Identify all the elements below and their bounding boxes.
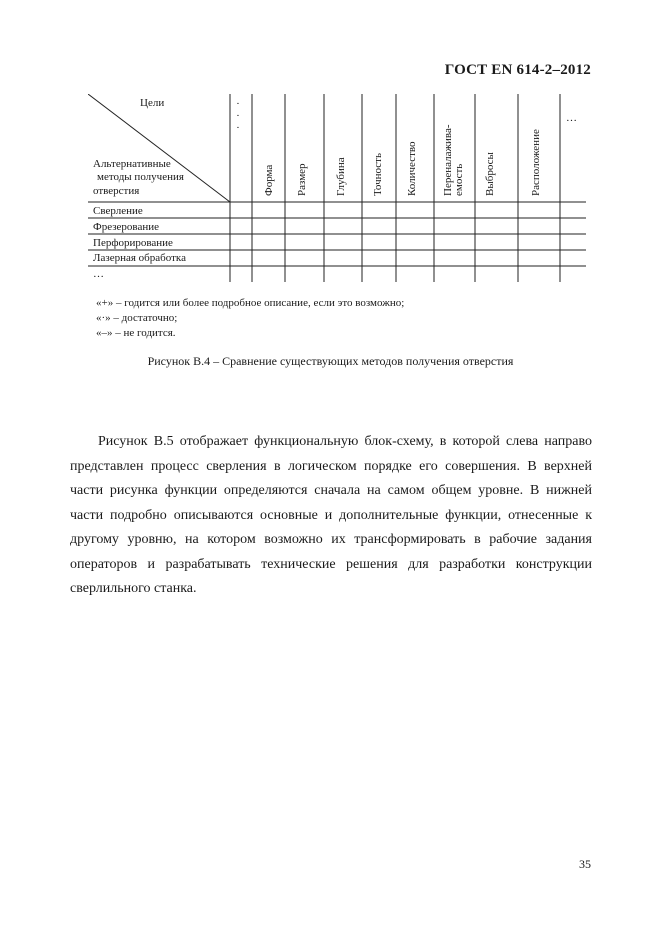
legend-item-minus: «–» – не годится. bbox=[96, 327, 176, 339]
page-number: 35 bbox=[579, 857, 591, 871]
corner-methods-label-1: Альтернативные bbox=[93, 158, 171, 170]
body-paragraph: Рисунок В.5 отображает функциональную блок-схему, в которой слева направо представлен процесс сверления в логическом порядке его совершения. В верхней части рисунка функции определяются сначала на самом общем уровне. В нижней части подробно описываются основные и дополнительные функции, отнесенные к другому уровню, на котором возможно их трансформировать в рабочие задания операторов и разрабатывать технические решения для разработки конструкции сверлильного станка. bbox=[70, 434, 592, 596]
column-header-accuracy: Точность bbox=[372, 152, 384, 196]
row-label-drilling: Сверление bbox=[93, 205, 143, 217]
column-header-changeover-2: емость bbox=[453, 163, 465, 196]
legend-item-plus: «+» – годится или более подробное описание, если это возможно; bbox=[96, 297, 405, 309]
figure-caption: Рисунок В.4 – Сравнение существующих методов получения отверстия bbox=[147, 354, 514, 368]
body-text bbox=[70, 430, 592, 602]
column-header-location: Расположение bbox=[530, 129, 542, 196]
row-label-laser: Лазерная обработка bbox=[93, 252, 186, 264]
column-header-quantity: Количество bbox=[406, 141, 418, 196]
dots-column-header: · · · bbox=[236, 98, 240, 134]
document-code: ГОСТ EN 614-2–2012 bbox=[444, 62, 591, 78]
column-header-emissions: Выбросы bbox=[484, 152, 496, 196]
corner-methods-label-3: отверстия bbox=[93, 185, 140, 197]
corner-goals-label: Цели bbox=[140, 97, 165, 109]
column-header-more: … bbox=[566, 112, 577, 124]
column-header-size: Размер bbox=[296, 163, 308, 196]
row-label-milling: Фрезерование bbox=[93, 221, 160, 233]
column-header-changeover-1: Переналажива- bbox=[442, 124, 454, 196]
legend-item-dot: «·» – достаточно; bbox=[96, 312, 178, 324]
corner-methods-label-2: методы получения bbox=[97, 171, 184, 183]
column-header-depth: Глубина bbox=[335, 157, 347, 196]
row-label-more: … bbox=[93, 268, 104, 280]
column-header-shape: Форма bbox=[263, 164, 275, 196]
comparison-table bbox=[88, 94, 586, 282]
table-legend bbox=[96, 296, 404, 341]
row-label-perforation: Перфорирование bbox=[93, 237, 173, 249]
